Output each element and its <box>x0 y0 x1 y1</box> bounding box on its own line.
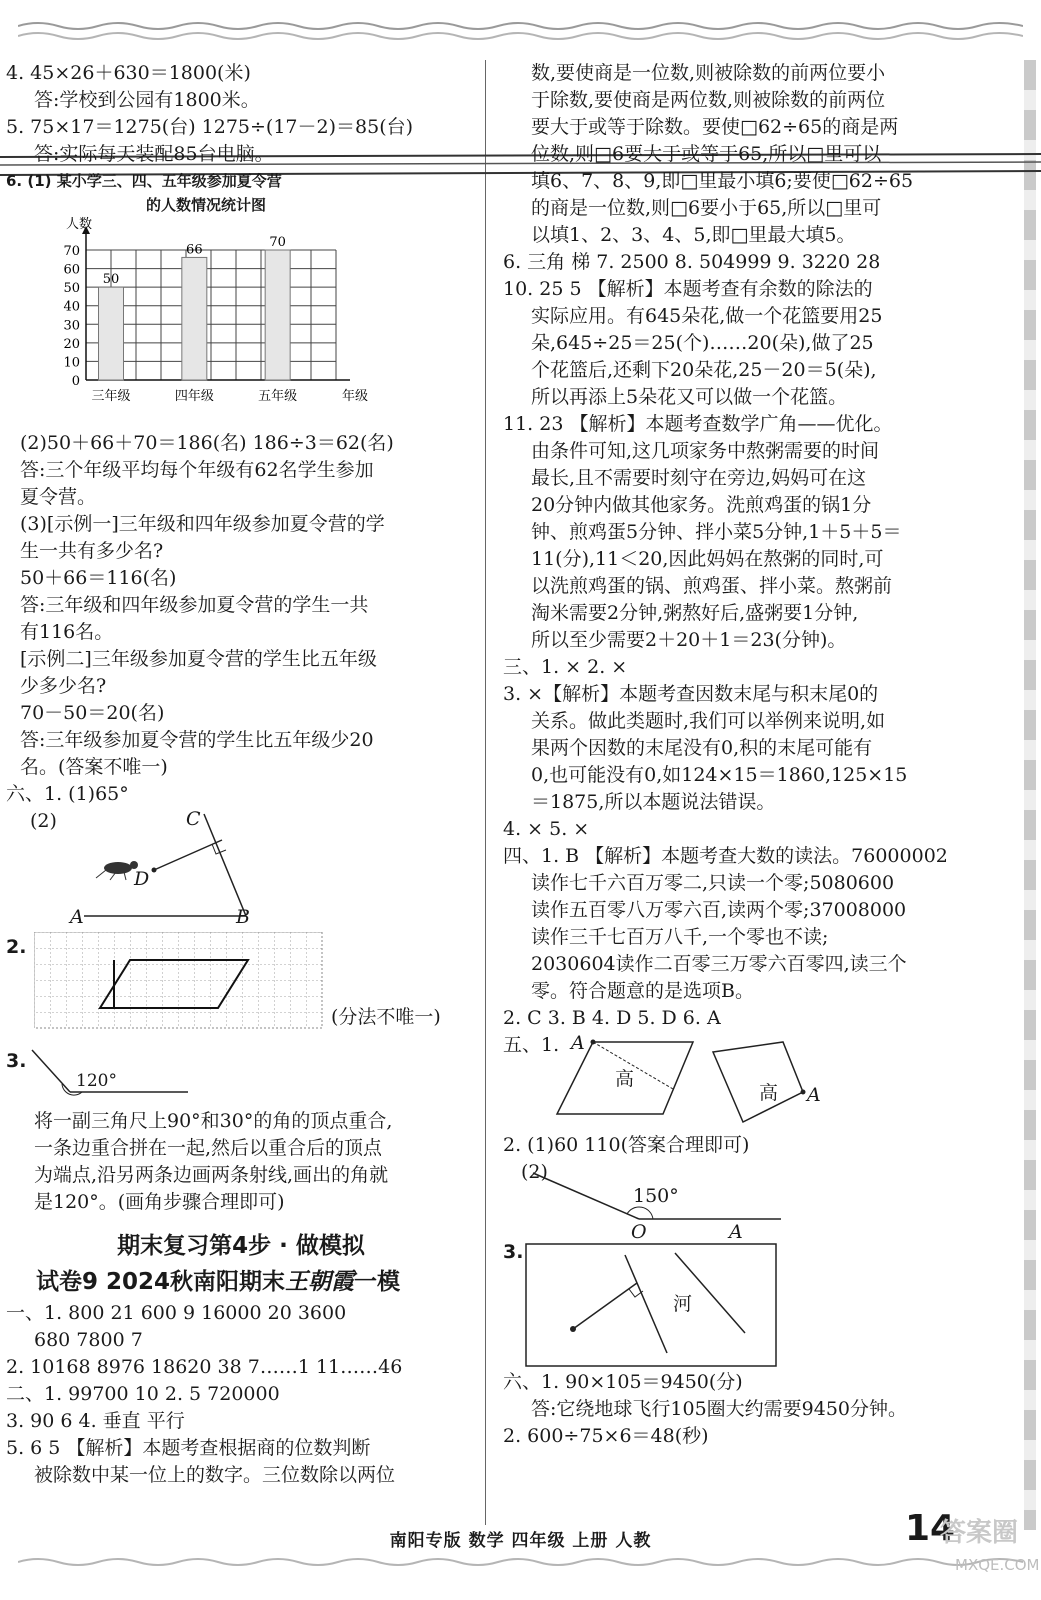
r17: 20分钟内做其他家务。洗煎鸡蛋的锅1分 <box>531 494 872 516</box>
grid-parallelogram <box>6 928 476 1048</box>
river-svg <box>525 1243 945 1368</box>
r20: 以洗煎鸡蛋的锅、煎鸡蛋、拌小菜。熬粥前 <box>531 575 893 597</box>
y-tick-label: 50 <box>63 281 80 297</box>
x-tick-label: 五年级 <box>258 389 298 404</box>
r38: 2. (1)60 110(答案合理即可) <box>503 1134 750 1156</box>
angle-120-label: 120° <box>76 1071 117 1091</box>
angle-150-label: 150° <box>633 1185 679 1207</box>
x-tick-label: 三年级 <box>91 389 131 404</box>
q6-3-i: 答:三年级参加夏令营的学生比五年级少20 <box>20 729 374 751</box>
q5-line: 5. 75×17＝1275(台) 1275÷(17－2)＝85(台) <box>6 116 414 138</box>
gao-label-2: 高 <box>759 1082 779 1104</box>
label-a: A <box>70 906 84 928</box>
x-tick-label: 四年级 <box>174 389 214 404</box>
r18: 钟、煎鸡蛋5分钟、拌小菜5分钟,1＋5＋5＝ <box>531 521 902 543</box>
r34: 2030604读作二百零三万零六百零四,读三个 <box>531 953 907 975</box>
r37: 五、1. <box>503 1034 560 1056</box>
r41: 六、1. 90×105＝9450(分) <box>503 1371 743 1393</box>
paper-suffix: 一模 <box>354 1269 401 1295</box>
footer: 南阳专版 数学 四年级 上册 人教 <box>389 1531 652 1551</box>
right-column <box>503 60 973 1450</box>
r14: 11. 23 【解析】本题考查数学广角——优化。 <box>503 413 893 435</box>
r35: 零。符合题意的是选项B。 <box>531 980 754 1002</box>
chart-ticks <box>63 244 80 389</box>
r9: 10. 25 5 【解析】本题考查有余数的除法的 <box>503 278 873 300</box>
q6-3-g: 少多少名? <box>20 675 107 697</box>
label-d: D <box>134 868 150 890</box>
y-axis-label: 人数 <box>66 217 93 232</box>
r4: 位数,则□6要大于或等于65,所以□里可以 <box>531 143 882 165</box>
r7: 以填1、2、3、4、5,即□里最大填5。 <box>531 224 856 246</box>
r39: (2) <box>521 1161 548 1183</box>
six-3-text-c: 为端点,沿另两条边画两条射线,画出的角就 <box>34 1164 389 1186</box>
bar <box>99 287 124 380</box>
bar-value-label: 70 <box>269 235 286 250</box>
q4-line: 4. 45×26＋630＝1800(米) <box>6 62 251 84</box>
six-2-label: 2. <box>6 936 27 958</box>
q6-3-a: (3)[示例一]三年级和四年级参加夏令营的学 <box>20 513 385 535</box>
q6-3-c: 50＋66＝116(名) <box>20 567 177 589</box>
six-3-text-a: 将一副三角尺上90°和30°的角的顶点重合, <box>34 1110 393 1132</box>
r11: 朵,645÷25＝25(个)……20(朵),做了25 <box>531 332 874 354</box>
six-2-note: (分法不唯一) <box>331 1006 441 1028</box>
y-tick-label: 40 <box>63 299 80 315</box>
six-1-2-label: (2) <box>30 810 57 832</box>
paper-stamp: 王朝霞 <box>285 1268 355 1295</box>
column-divider <box>485 60 486 1525</box>
r31: 读作七千六百万零二,只读一个零;5080600 <box>531 872 895 894</box>
bar-chart-svg <box>6 215 386 430</box>
p2-1: 二、1. 99700 10 2. 5 720000 <box>6 1383 280 1405</box>
r12: 个花篮后,还剩下20朵花,25－20＝5(朵), <box>531 359 877 381</box>
top-border-ornament <box>18 20 1023 42</box>
r24: 3. ×【解析】本题考查因数末尾与积末尾0的 <box>503 683 879 705</box>
river-label: 河 <box>673 1293 693 1315</box>
grid-figure <box>34 932 324 1032</box>
section-title: 期末复习第4步 · 做模拟 <box>117 1233 365 1259</box>
paper-title <box>6 1264 476 1300</box>
q6-3-e: 有116名。 <box>20 621 114 643</box>
chart-title-2: 的人数情况统计图 <box>146 196 267 214</box>
r40: 3. <box>503 1241 524 1263</box>
p2-5a: 5. 6 5 【解析】本题考查根据商的位数判断 <box>6 1437 371 1459</box>
r21: 淘米需要2分钟,粥熬好后,盛粥要1分钟, <box>531 602 859 624</box>
r27: 0,也可能没有0,如124×15＝1860,125×15 <box>531 764 908 786</box>
q6-3-d: 答:三年级和四年级参加夏令营的学生一共 <box>20 594 369 616</box>
r5: 填6、7、8、9,即□里最小填6;要使□62÷65 <box>531 170 914 192</box>
left-column <box>6 60 476 1489</box>
r42: 答:它绕地球飞行105圈大约需要9450分钟。 <box>531 1398 908 1420</box>
r28: ＝1875,所以本题说法错误。 <box>531 791 776 813</box>
q6-3-f: [示例二]三年级参加夏令营的学生比五年级 <box>20 648 377 670</box>
r15: 由条件可知,这几项家务中熬粥需要的时间 <box>531 440 880 462</box>
p1-2: 2. 10168 8976 18620 38 7……1 11……46 <box>6 1356 403 1378</box>
p1-1b: 680 7800 7 <box>34 1329 143 1351</box>
six-1: 六、1. (1)65° <box>6 783 129 805</box>
r1: 数,要使商是一位数,则被除数的前两位要小 <box>531 62 886 84</box>
r13: 所以再添上5朵花又可以做一个花篮。 <box>531 386 848 408</box>
six-3-text-d: 是120°。(画角步骤合理即可) <box>34 1191 285 1213</box>
r19: 11(分),11＜20,因此妈妈在熬粥的同时,可 <box>531 548 884 570</box>
six-3-label: 3. <box>6 1050 27 1072</box>
r2: 于除数,要使商是两位数,则被除数的前两位 <box>531 89 886 111</box>
p2-3: 3. 90 6 4. 垂直 平行 <box>6 1410 185 1432</box>
six-3-text-b: 一条边重合拼在一起,然后以重合后的顶点 <box>34 1137 383 1159</box>
r30: 四、1. B 【解析】本题考查大数的读法。76000002 <box>503 845 948 867</box>
y-tick-label: 0 <box>71 374 80 389</box>
label-c: C <box>186 808 201 830</box>
height-figures <box>503 1032 973 1132</box>
r32: 读作五百零八万零六百,读两个零;37008000 <box>531 899 907 921</box>
q6-3-j: 名。(答案不唯一) <box>20 756 168 778</box>
r23: 三、1. × 2. × <box>503 656 628 678</box>
r-label-a2: A <box>807 1084 821 1106</box>
river-figure <box>503 1239 973 1369</box>
r25: 关系。做此类题时,我们可以举例来说明,如 <box>531 710 886 732</box>
x-axis-label: 年级 <box>342 389 369 404</box>
y-tick-label: 70 <box>63 244 80 259</box>
r43: 2. 600÷75×6＝48(秒) <box>503 1425 709 1447</box>
q6-3-b: 生一共有多少名? <box>20 540 164 562</box>
gao-label-1: 高 <box>615 1068 635 1090</box>
r33: 读作三千七百万八千,一个零也不读; <box>531 926 829 948</box>
q6-2-answer-1: 答:三个年级平均每个年级有62名学生参加 <box>20 459 374 481</box>
r29: 4. × 5. × <box>503 818 590 840</box>
watermark-url: MXQE.COM <box>955 1556 1040 1574</box>
bar-value-label: 66 <box>186 242 203 258</box>
q6-2-answer-2: 夏令营。 <box>20 486 97 508</box>
r8: 6. 三角 梯 7. 2500 8. 504999 9. 3220 28 <box>503 251 881 273</box>
r16: 最长,且不需要时刻守在旁边,妈妈可在这 <box>531 467 867 489</box>
r26: 果两个因数的末尾没有0,积的末尾可能有 <box>531 737 873 759</box>
page-number: 14 <box>905 1508 956 1549</box>
angle-150-figure <box>503 1159 973 1243</box>
y-tick-label: 60 <box>63 262 80 278</box>
right-edge-marks <box>1024 60 1036 1530</box>
y-tick-label: 20 <box>63 336 80 352</box>
q6-2-line: (2)50＋66＋70＝186(名) 186÷3＝62(名) <box>20 432 394 454</box>
bar <box>265 250 290 380</box>
r3: 要大于或等于除数。要使□62÷65的商是两 <box>531 116 899 138</box>
bar-value-label: 50 <box>102 272 120 288</box>
bar-chart <box>6 215 476 430</box>
r10: 实际应用。有645朵花,做一个花篮要用25 <box>531 305 883 327</box>
q4-answer: 答:学校到公园有1800米。 <box>34 89 260 111</box>
label-b: B <box>236 906 250 928</box>
p2-5b: 被除数中某一位上的数字。三位数除以两位 <box>34 1464 396 1486</box>
r22: 所以至少需要2＋20＋1＝23(分钟)。 <box>531 629 847 651</box>
geometry-cdab <box>6 808 476 928</box>
q6-3-h: 70－50＝20(名) <box>20 702 165 724</box>
p1-1a: 一、1. 800 21 600 9 16000 20 3600 <box>6 1302 347 1324</box>
r36: 2. C 3. B 4. D 5. D 6. A <box>503 1007 721 1029</box>
q5-answer: 答:实际每天装配85台电脑。 <box>34 143 274 165</box>
bottom-border-ornament <box>18 1556 1023 1578</box>
r6: 的商是一位数,则□6要小于65,所以□里可 <box>531 197 882 219</box>
paper-title-text: 试卷9 2024秋南阳期末 <box>36 1269 286 1295</box>
label-a3: A <box>729 1221 743 1243</box>
angle-120-figure <box>6 1048 476 1108</box>
bar <box>182 257 207 380</box>
r-label-a1: A <box>571 1032 585 1054</box>
watermark: 答案圈 <box>940 1518 1019 1548</box>
y-tick-label: 10 <box>63 355 80 371</box>
q6-line: 6. (1) 某小学三、四、五年级参加夏令营 <box>6 172 282 190</box>
label-o: O <box>631 1221 647 1243</box>
y-tick-label: 30 <box>63 318 80 334</box>
